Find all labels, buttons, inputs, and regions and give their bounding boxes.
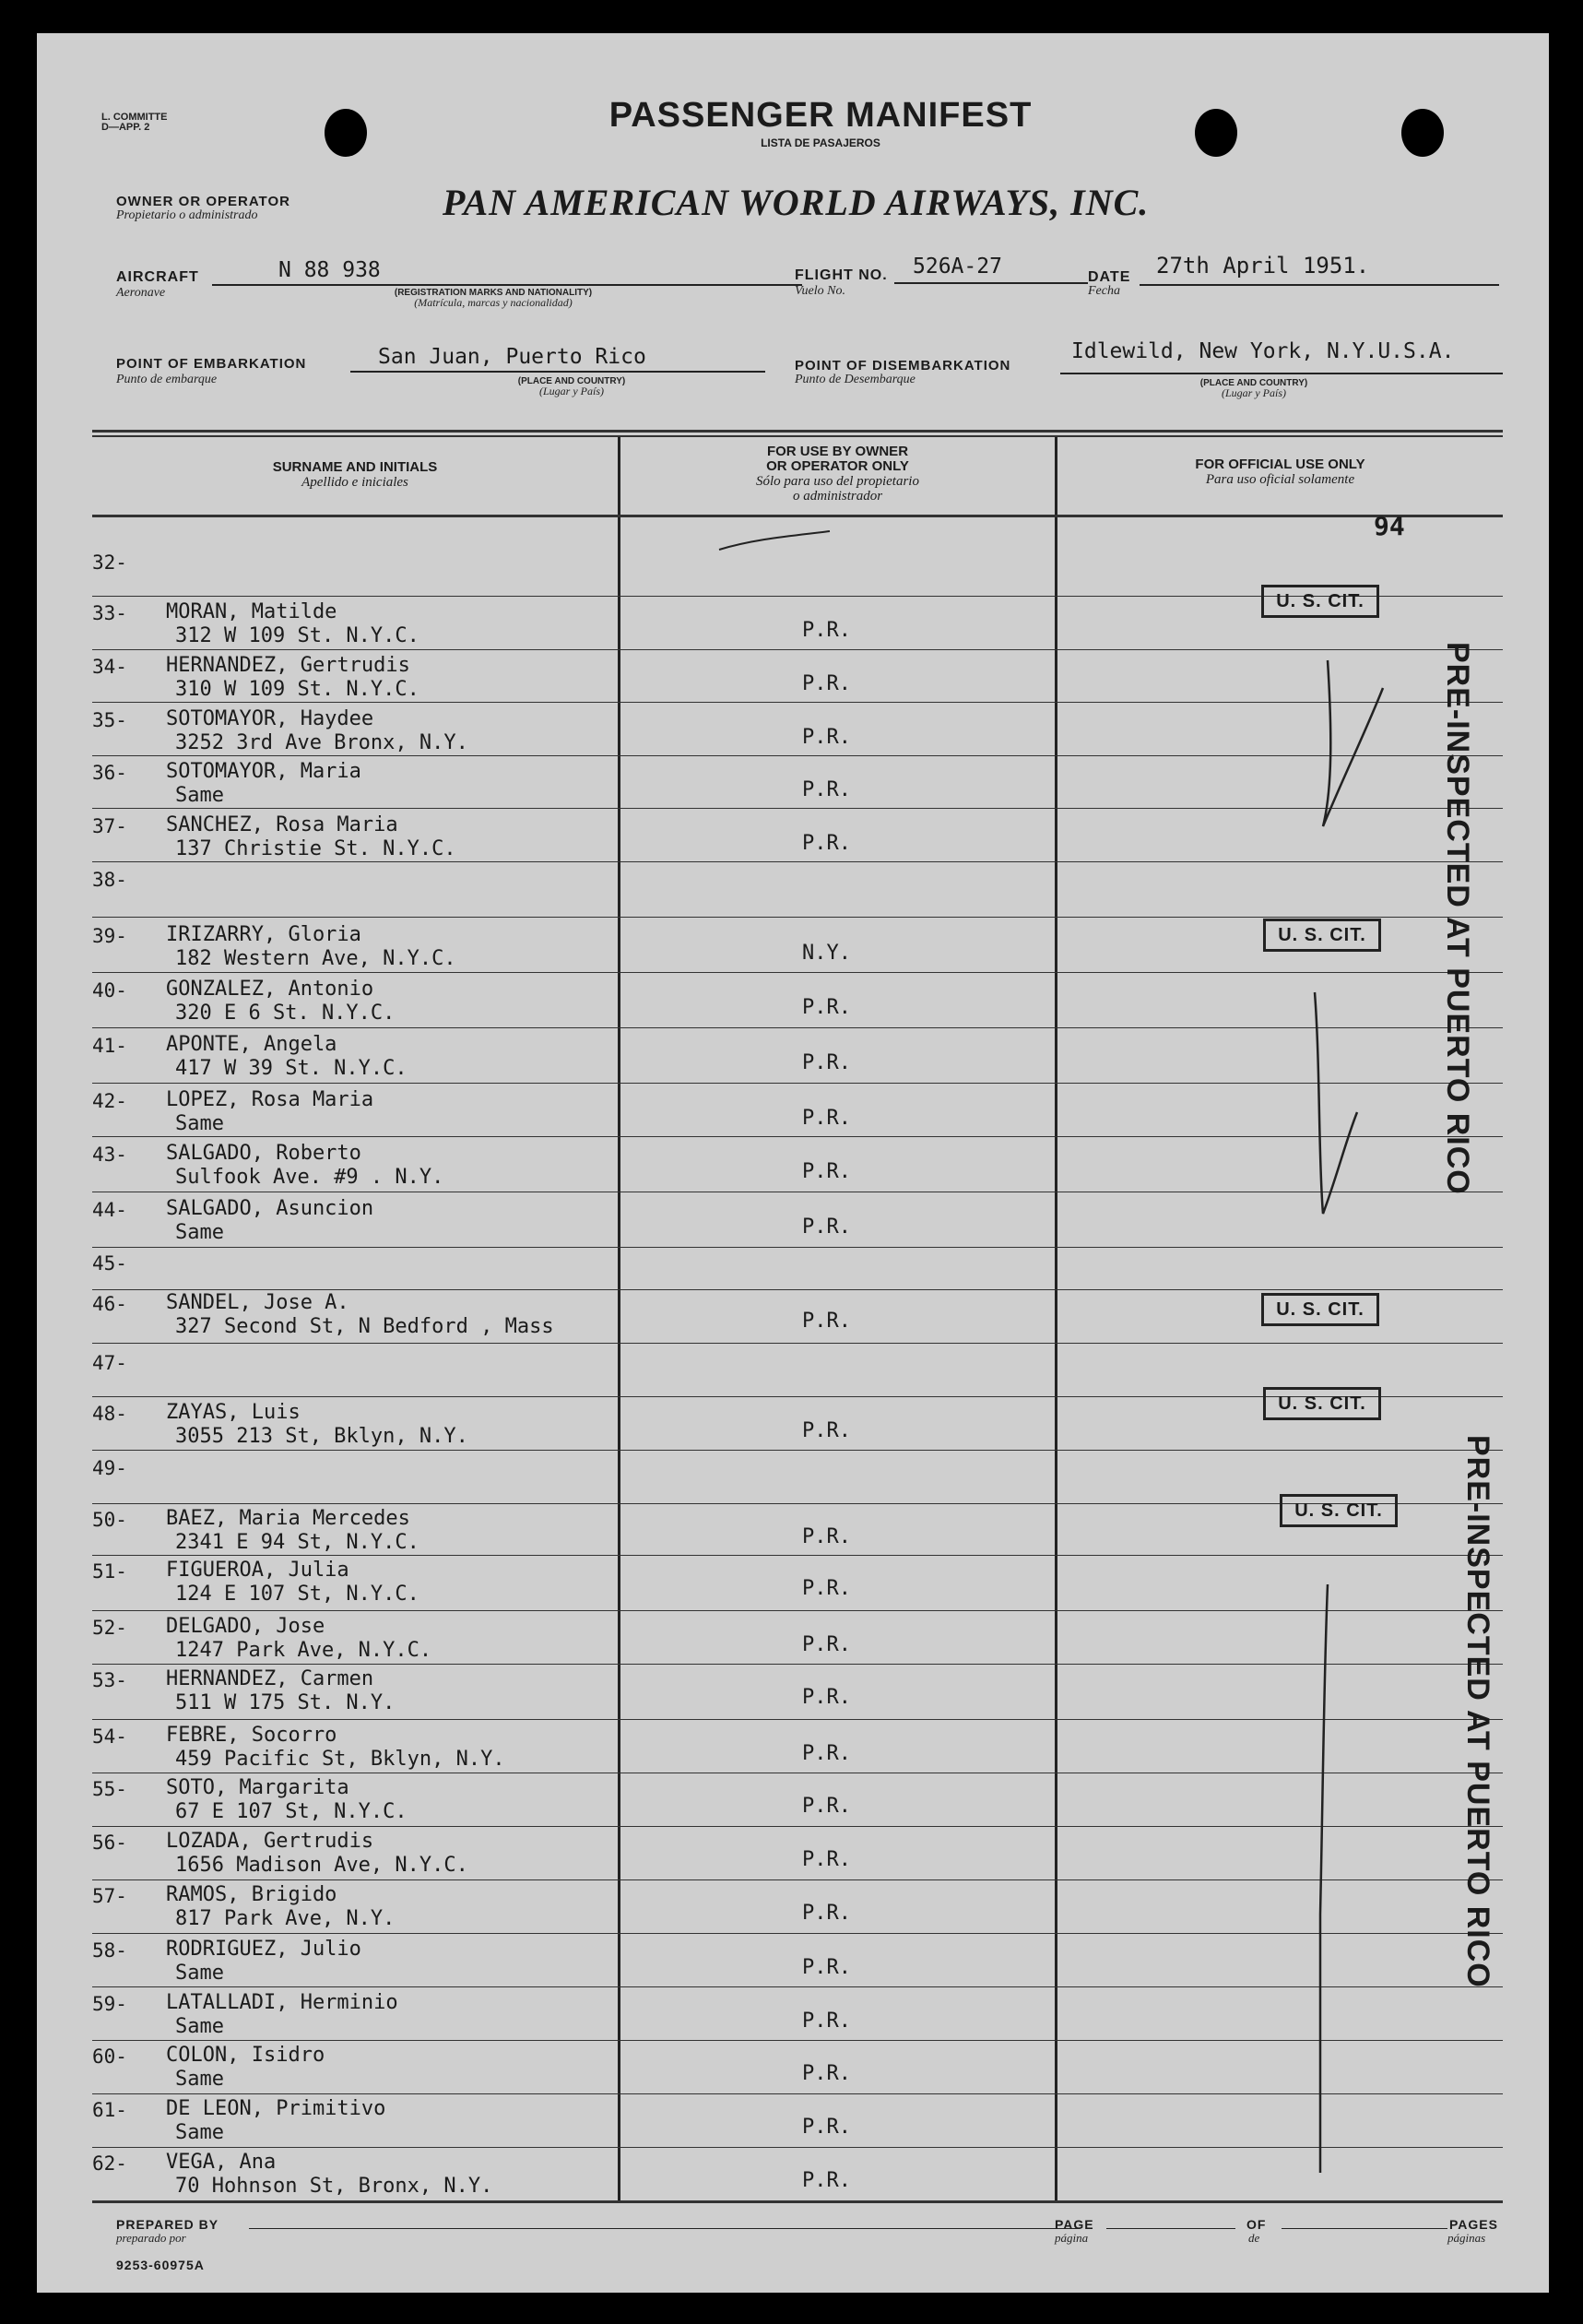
passenger-address: Same [175, 1221, 224, 1244]
us-cit-stamp: U. S. CIT. [1261, 1293, 1379, 1326]
passenger-name: SOTO, Margarita [166, 1776, 349, 1799]
row-number: 33- [92, 602, 127, 624]
passenger-address: Same [175, 2015, 224, 2038]
embark-label-es: Punto de embarque [116, 373, 218, 386]
passenger-address: 70 Hohnson St, Bronx, N.Y. [175, 2175, 493, 2198]
passenger-residence-code: P.R. [802, 1525, 851, 1548]
row-number: 34- [92, 656, 127, 678]
page-subtitle: LISTA DE PASAJEROS [761, 136, 880, 149]
date-value: 27th April 1951. [1156, 253, 1370, 279]
passenger-residence-code: P.R. [802, 1848, 851, 1871]
passenger-name: LATALLADI, Herminio [166, 1991, 398, 2014]
page-title: PASSENGER MANIFEST [608, 96, 1033, 135]
row-number: 44- [92, 1199, 127, 1221]
passenger-residence-code: P.R. [802, 2116, 851, 2139]
passenger-residence-code: P.R. [802, 726, 851, 749]
passenger-name: ZAYAS, Luis [166, 1401, 301, 1424]
passenger-name: HERNANDEZ, Carmen [166, 1667, 374, 1690]
passenger-name: FIGUEROA, Julia [166, 1559, 349, 1582]
row-number: 57- [92, 1885, 127, 1907]
passenger-address: 3252 3rd Ave Bronx, N.Y. [175, 731, 468, 754]
passenger-address: Same [175, 1112, 224, 1135]
passenger-residence-code: P.R. [802, 1902, 851, 1925]
row-number: 48- [92, 1403, 127, 1425]
passenger-residence-code: P.R. [802, 1160, 851, 1183]
prepared-by-label: PREPARED BY [116, 2217, 219, 2232]
col-header-official: FOR OFFICIAL USE ONLY Para uso oficial solamente [1195, 456, 1365, 487]
row-number: 38- [92, 869, 127, 891]
passenger-residence-code: P.R. [802, 1742, 851, 1765]
passenger-name: SALGADO, Asuncion [166, 1197, 374, 1220]
of-label-es: de [1248, 2231, 1260, 2245]
disembark-label: POINT OF DISEMBARKATION [795, 358, 1011, 374]
operator-name: PAN AMERICAN WORLD AIRWAYS, INC. [443, 182, 1150, 223]
disembark-note: (PLACE AND COUNTRY) (Lugar y País) [1199, 378, 1308, 399]
passenger-address: 327 Second St, N Bedford , Mass [175, 1315, 554, 1338]
row-number: 56- [92, 1832, 127, 1854]
aircraft-value: N 88 938 [278, 258, 381, 282]
passenger-residence-code: P.R. [802, 619, 851, 642]
passenger-address: 3055 213 St, Bklyn, N.Y. [175, 1425, 468, 1448]
passenger-address: 310 W 109 St. N.Y.C. [175, 678, 419, 701]
owner-label-es: Propietario o administrado [116, 208, 258, 222]
passenger-residence-code: P.R. [802, 2062, 851, 2085]
us-cit-stamp: U. S. CIT. [1261, 585, 1379, 618]
row-number: 50- [92, 1509, 127, 1531]
row-number: 45- [92, 1252, 127, 1275]
passenger-residence-code: P.R. [802, 1633, 851, 1656]
row-number: 39- [92, 925, 127, 947]
passenger-residence-code: P.R. [802, 996, 851, 1019]
passenger-name: GONZALEZ, Antonio [166, 978, 374, 1001]
passenger-address: 1656 Madison Ave, N.Y.C. [175, 1854, 468, 1877]
passenger-name: SANDEL, Jose A. [166, 1291, 349, 1314]
date-label-es: Fecha [1088, 284, 1120, 298]
passenger-residence-code: P.R. [802, 1577, 851, 1600]
row-number: 54- [92, 1725, 127, 1748]
flight-label: FLIGHT NO. [795, 267, 888, 283]
page-label-es: página [1055, 2231, 1089, 2245]
row-number: 43- [92, 1144, 127, 1166]
col-header-operator: FOR USE BY OWNER OR OPERATOR ONLY Sólo para uso del propietario o administrador [756, 444, 919, 504]
passenger-name: VEGA, Ana [166, 2151, 277, 2174]
row-number: 59- [92, 1993, 127, 2015]
row-number: 41- [92, 1035, 127, 1057]
of-label: OF [1246, 2217, 1267, 2232]
passenger-name: LOZADA, Gertrudis [166, 1830, 374, 1853]
embark-label: POINT OF EMBARKATION [116, 356, 307, 372]
pre-inspected-stamp: PRE-INSPECTED AT PUERTO RICO [1440, 642, 1475, 1195]
pre-inspected-stamp: PRE-INSPECTED AT PUERTO RICO [1460, 1435, 1495, 1988]
passenger-residence-code: P.R. [802, 2169, 851, 2192]
row-number: 32- [92, 551, 127, 574]
passenger-address: 124 E 107 St, N.Y.C. [175, 1583, 419, 1606]
passenger-name: DELGADO, Jose [166, 1615, 325, 1638]
passenger-residence-code: P.R. [802, 1956, 851, 1979]
passenger-name: MORAN, Matilde [166, 600, 337, 623]
passenger-address: Same [175, 2068, 224, 2091]
owner-label: OWNER OR OPERATOR [116, 194, 290, 209]
row-number: 36- [92, 762, 127, 784]
row-number: 49- [92, 1457, 127, 1479]
passenger-name: COLON, Isidro [166, 2044, 325, 2067]
passenger-name: SOTOMAYOR, Haydee [166, 707, 374, 730]
passenger-name: DE LEON, Primitivo [166, 2097, 386, 2120]
passenger-address: 1247 Park Ave, N.Y.C. [175, 1639, 432, 1662]
passenger-address: 2341 E 94 St, N.Y.C. [175, 1531, 419, 1554]
passenger-residence-code: P.R. [802, 1107, 851, 1130]
passenger-name: SANCHEZ, Rosa Maria [166, 813, 398, 836]
passenger-address: 182 Western Ave, N.Y.C. [175, 947, 456, 970]
row-number: 58- [92, 1939, 127, 1962]
row-number: 42- [92, 1090, 127, 1112]
flight-value: 526A-27 [913, 255, 1002, 279]
passenger-residence-code: P.R. [802, 1686, 851, 1709]
passenger-residence-code: P.R. [802, 1419, 851, 1442]
committee-note: L. COMMITTE D—APP. 2 [101, 112, 168, 133]
us-cit-stamp: U. S. CIT. [1280, 1494, 1398, 1527]
aircraft-note: (REGISTRATION MARKS AND NATIONALITY) (Matrícula, marcas y nacionalidad) [394, 288, 593, 309]
embark-value: San Juan, Puerto Rico [378, 345, 646, 369]
check-marks [37, 33, 1549, 2293]
passenger-name: BAEZ, Maria Mercedes [166, 1507, 410, 1530]
passenger-name: FEBRE, Socorro [166, 1724, 337, 1747]
passenger-name: HERNANDEZ, Gertrudis [166, 654, 410, 677]
row-number: 62- [92, 2152, 127, 2175]
official-count: 94 [1374, 511, 1405, 541]
passenger-residence-code: N.Y. [802, 942, 851, 965]
passenger-address: Same [175, 1962, 224, 1985]
pages-label: PAGES [1449, 2217, 1498, 2232]
us-cit-stamp: U. S. CIT. [1263, 919, 1381, 952]
row-number: 46- [92, 1293, 127, 1315]
row-number: 60- [92, 2045, 127, 2068]
passenger-residence-code: P.R. [802, 1051, 851, 1074]
row-number: 51- [92, 1560, 127, 1583]
passenger-address: 312 W 109 St. N.Y.C. [175, 624, 419, 647]
passenger-residence-code: P.R. [802, 832, 851, 855]
passenger-address: 320 E 6 St. N.Y.C. [175, 1002, 396, 1025]
passenger-name: IRIZARRY, Gloria [166, 923, 361, 946]
passenger-address: 417 W 39 St. N.Y.C. [175, 1057, 408, 1080]
disembark-value: Idlewild, New York, N.Y.U.S.A. [1071, 339, 1455, 363]
row-number: 61- [92, 2099, 127, 2121]
passenger-name: RAMOS, Brigido [166, 1883, 337, 1906]
us-cit-stamp: U. S. CIT. [1263, 1387, 1381, 1420]
aircraft-label-es: Aeronave [116, 286, 166, 300]
embark-note: (PLACE AND COUNTRY) (Lugar y País) [517, 376, 626, 397]
passenger-address: 817 Park Ave, N.Y. [175, 1907, 396, 1930]
passenger-residence-code: P.R. [802, 2010, 851, 2033]
row-number: 53- [92, 1669, 127, 1691]
row-number: 52- [92, 1617, 127, 1639]
flight-label-es: Vuelo No. [795, 284, 845, 298]
passenger-residence-code: P.R. [802, 1215, 851, 1239]
form-code: 9253-60975A [116, 2258, 205, 2272]
disembark-label-es: Punto de Desembarque [795, 373, 916, 386]
passenger-residence-code: P.R. [802, 778, 851, 801]
passenger-residence-code: P.R. [802, 1310, 851, 1333]
row-number: 47- [92, 1352, 127, 1374]
passenger-address: 459 Pacific St, Bklyn, N.Y. [175, 1748, 505, 1771]
passenger-address: 137 Christie St. N.Y.C. [175, 837, 456, 860]
passenger-name: SALGADO, Roberto [166, 1142, 361, 1165]
row-number: 55- [92, 1778, 127, 1800]
prepared-by-label-es: preparado por [116, 2231, 186, 2245]
manifest-page [37, 33, 1549, 2293]
passenger-name: LOPEZ, Rosa Maria [166, 1088, 374, 1111]
pages-label-es: páginas [1447, 2231, 1486, 2245]
col-header-surname: SURNAME AND INITIALS Apellido e iniciales [272, 459, 438, 490]
passenger-residence-code: P.R. [802, 672, 851, 695]
passenger-name: SOTOMAYOR, Maria [166, 760, 361, 783]
passenger-residence-code: P.R. [802, 1795, 851, 1818]
passenger-address: 67 E 107 St, N.Y.C. [175, 1800, 408, 1823]
passenger-name: RODRIGUEZ, Julio [166, 1938, 361, 1961]
passenger-address: Same [175, 2121, 224, 2144]
row-number: 40- [92, 979, 127, 1002]
aircraft-label: AIRCRAFT [116, 269, 199, 285]
passenger-address: Sulfook Ave. #9 . N.Y. [175, 1166, 444, 1189]
page-label: PAGE [1055, 2217, 1094, 2232]
row-number: 37- [92, 815, 127, 837]
passenger-address: 511 W 175 St. N.Y. [175, 1691, 396, 1714]
passenger-name: APONTE, Angela [166, 1033, 337, 1056]
passenger-address: Same [175, 784, 224, 807]
date-label: DATE [1088, 269, 1131, 285]
row-number: 35- [92, 709, 127, 731]
